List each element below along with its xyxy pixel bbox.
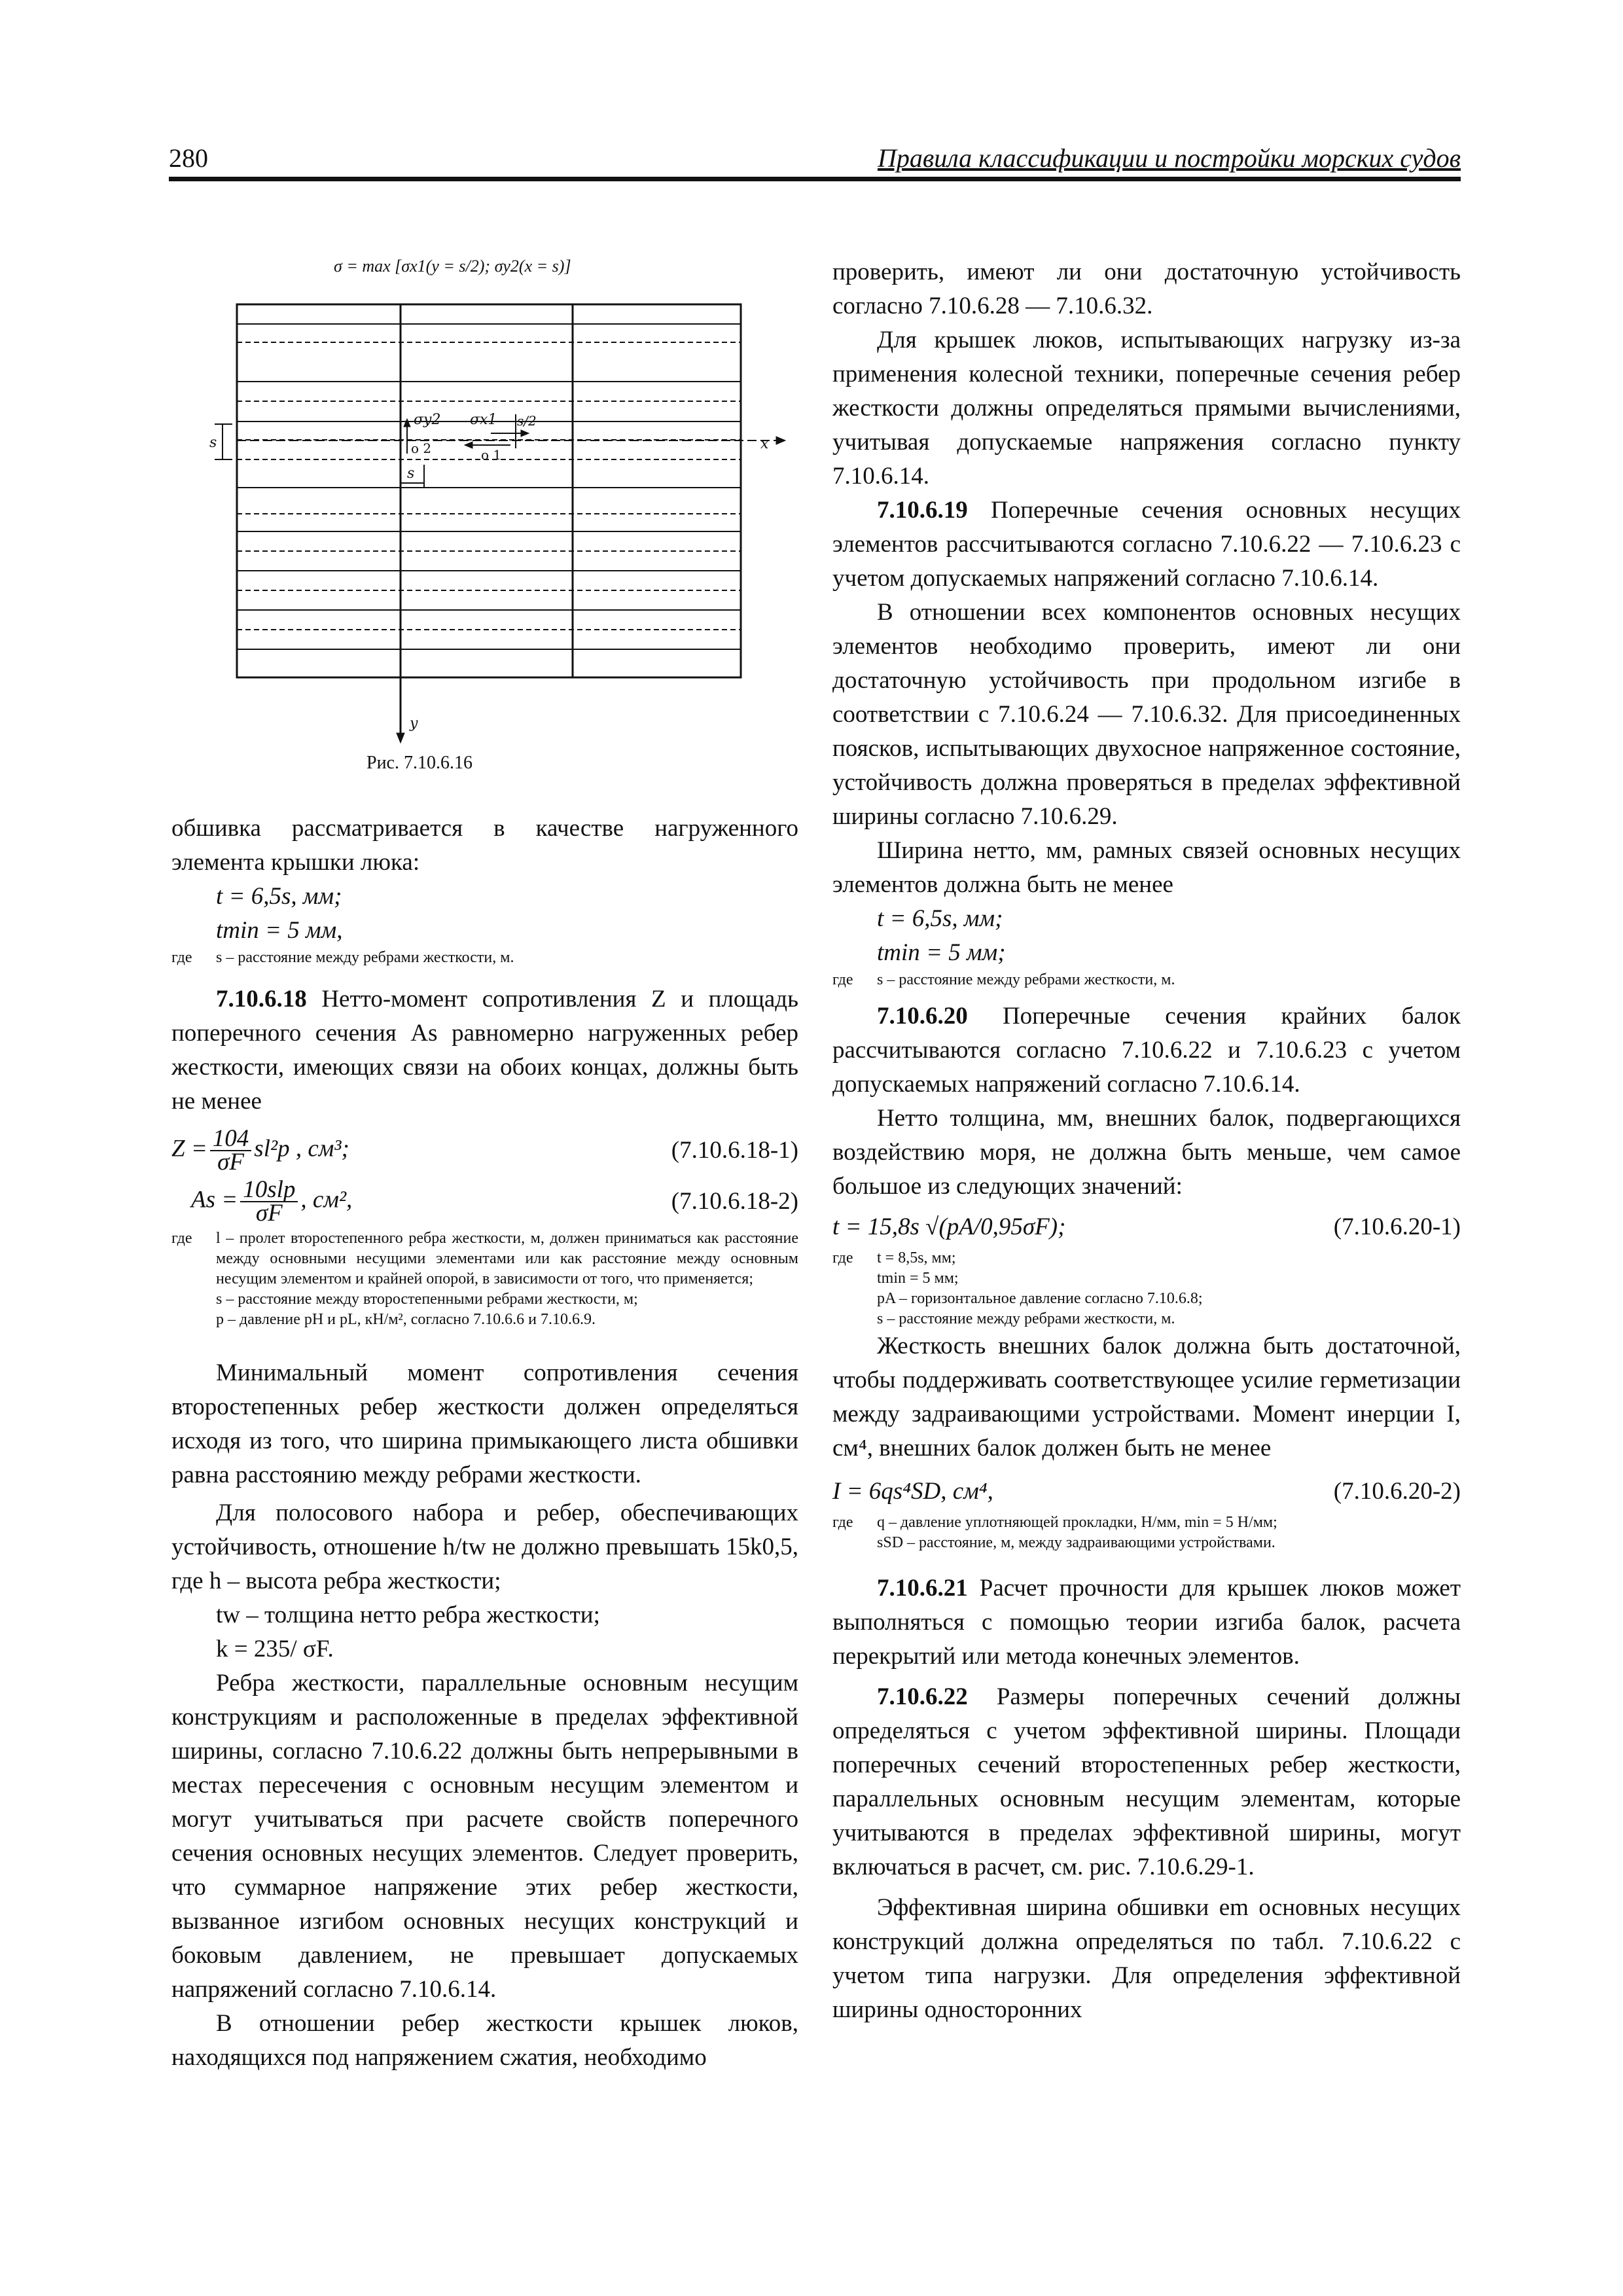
right-formula-t: t = 6,5s, мм; bbox=[877, 905, 1003, 932]
right-formula-tmin: tmin = 5 мм; bbox=[877, 939, 1006, 966]
left-paragraph-4: Ребра жесткости, параллельные основным несущим конструкциям и расположенные в пределах эффективной ширины, согласно 7.10.6.22 должны быть непрерывными в местах пересечения с основным несущим элементом и могут учитываться при расчете свойств поперечного сечения основных несущих элементов. Следует проверить, что суммарное напряжение этих ребер жесткости, вызванное изгибом основных несущих конструкций и боковым давлением, не превышает допускаемых напряжений согласно 7.10.6.14. bbox=[171, 1670, 798, 2003]
where-ssd: sSD – расстояние, м, между задраивающими устройствами. bbox=[877, 1534, 1275, 1551]
section-text: Поперечные сечения основных несущих элементов рассчитываются согласно 7.10.6.22 — 7.10.6.23 с учетом допускаемых напряжений согласно 7.10.6.14. bbox=[832, 497, 1461, 592]
f1-den: σF bbox=[217, 1149, 244, 1175]
right-where-block-3 bbox=[832, 1513, 1461, 1553]
right-paragraph-5: Нетто толщина, мм, внешних балок, подвергающихся воздействию моря, не должна быть меньше, чем самое большое из следующих значений: bbox=[832, 1105, 1461, 1200]
f2-number: (7.10.6.18-2) bbox=[671, 1188, 798, 1215]
where-label: где bbox=[171, 949, 192, 966]
where-q: q – давление уплотняющей прокладки, Н/мм, min = 5 Н/мм; bbox=[877, 1514, 1277, 1531]
f2-num: 10slp bbox=[240, 1179, 298, 1202]
right-paragraph-7: Эффективная ширина обшивки em основных несущих конструкций должна определяться по табл. 7.10.6.22 с учетом типа нагрузки. Для определения эффективной ширины односторонних bbox=[832, 1894, 1461, 2023]
where-label-2: где bbox=[171, 1230, 192, 1247]
figure-grid-diagram bbox=[203, 288, 792, 746]
where-s-3: s – расстояние между ребрами жесткости, м. bbox=[877, 1310, 1175, 1327]
formula-7-10-6-18-1 bbox=[171, 1125, 798, 1175]
right-where-block-2 bbox=[832, 1248, 1461, 1329]
f2-rest: , см², bbox=[300, 1186, 353, 1213]
figure-caption: Рис. 7.10.6.16 bbox=[366, 753, 473, 773]
section-number: 7.10.6.21 bbox=[877, 1575, 968, 1602]
f1-rest: sl²p , см³; bbox=[254, 1135, 349, 1162]
left-tw: tw – толщина нетто ребра жесткости; bbox=[216, 1602, 600, 1628]
section-7-10-6-21 bbox=[832, 1571, 1461, 1674]
label-s-bottom: s bbox=[407, 465, 415, 482]
formula-7-10-6-20-1 bbox=[832, 1210, 1461, 1244]
right-paragraph-4: Ширина нетто, мм, рамных связей основных несущих элементов должна быть не менее bbox=[832, 837, 1461, 898]
where-label: где bbox=[832, 971, 853, 988]
f4: I = 6qs⁴SD, см⁴, bbox=[832, 1478, 993, 1505]
running-title: Правила классификации и постройки морских судов bbox=[877, 143, 1461, 173]
left-paragraph-5: В отношении ребер жесткости крышек люков, находящихся под напряжением сжатия, необходимо bbox=[171, 2010, 798, 2071]
section-number: 7.10.6.19 bbox=[877, 497, 968, 524]
section-number: 7.10.6.22 bbox=[877, 1683, 968, 1710]
formula-t: t = 6,5s, мм; bbox=[216, 883, 342, 910]
where-s: s – расстояние между ребрами жесткости, м. bbox=[216, 949, 514, 966]
right-column bbox=[832, 255, 1461, 2027]
label-o2: o 2 bbox=[411, 440, 432, 456]
section-7-10-6-18 bbox=[171, 982, 798, 1119]
f1-number: (7.10.6.18-1) bbox=[671, 1137, 798, 1164]
left-paragraph-2: Минимальный момент сопротивления сечения второстепенных ребер жесткости должен определяться исходя из того, что ширина примыкающего листа обшивки равна расстоянию между ребрами жесткости. bbox=[171, 1359, 798, 1488]
left-column bbox=[171, 812, 798, 2075]
f3: t = 15,8s √(pA/0,95σF); bbox=[832, 1213, 1066, 1240]
where-l: l – пролет второстепенного ребра жесткости, м, должен приниматься как расстояние между основными несущими элементами или как расстояние между основным несущим элементом и крайней опорой, в зависимости от того, что применяется; bbox=[216, 1230, 798, 1287]
section-7-10-6-20 bbox=[832, 999, 1461, 1102]
formula-7-10-6-20-2 bbox=[832, 1475, 1461, 1509]
x-axis-arrow bbox=[776, 437, 785, 444]
f4-number: (7.10.6.20-2) bbox=[1333, 1478, 1461, 1505]
label-o1: o 1 bbox=[481, 447, 502, 463]
left-paragraph-1: обшивка рассматривается в качестве нагруженного элемента крышки люка: bbox=[171, 815, 798, 876]
f2-lhs: As = bbox=[191, 1186, 238, 1213]
label-sigma-y2: σy2 bbox=[414, 412, 441, 428]
where-s: s – расстояние между ребрами жесткости, м. bbox=[877, 971, 1175, 988]
left-paragraph-3: Для полосового набора и ребер, обеспечивающих устойчивость, отношение h/tw не должно превышать 15k0,5, где h – высота ребра жесткости; bbox=[171, 1499, 798, 1594]
where-tmin: tmin = 5 мм; bbox=[877, 1270, 959, 1287]
where-t: t = 8,5s, мм; bbox=[877, 1249, 956, 1266]
right-paragraph-2: Для крышек люков, испытывающих нагрузку из-за применения колесной техники, поперечные сечения ребер жесткости должны определяться прямыми вычислениями, учитывая допускаемые напряжения согласно пункту 7.10.6.14. bbox=[832, 327, 1461, 490]
right-paragraph-3: В отношении всех компонентов основных несущих элементов необходимо проверить, имеют ли они достаточную устойчивость при продольном изгибе в соответствии с 7.10.6.24 — 7.10.6.32. Для присоединенных поясков, испытывающих двухосное напряженное состояние, устойчивость должна проверяться в пределах эффективной ширины согласно 7.10.6.29. bbox=[832, 599, 1461, 830]
figure-formula: σ = max [σx1(y = s/2); σy2(x = s)] bbox=[334, 257, 571, 276]
label-s-left: s bbox=[209, 435, 217, 451]
header-rule bbox=[169, 177, 1461, 181]
label-sigma-x1: σx1 bbox=[470, 412, 497, 428]
section-text: Размеры поперечных сечений должны определяться с учетом эффективной ширины. Площади поперечных сечений второстепенных ребер жесткости, параллельных основным несущим элементам, которые учитываются в пределах эффективной ширины, могут включаться в расчет, см. рис. 7.10.6.29-1. bbox=[832, 1683, 1461, 1880]
where-label-3: где bbox=[832, 1249, 853, 1266]
y-axis-arrow bbox=[397, 733, 404, 743]
section-number: 7.10.6.20 bbox=[877, 1003, 968, 1030]
formula-tmin: tmin = 5 мм, bbox=[216, 917, 343, 944]
page-number: 280 bbox=[169, 143, 208, 173]
section-text: Поперечные сечения крайних балок рассчитываются согласно 7.10.6.22 и 7.10.6.23 с учетом допускаемых напряжений согласно 7.10.6.14. bbox=[832, 1003, 1461, 1098]
left-k: k = 235/ σF. bbox=[216, 1636, 334, 1662]
right-paragraph-1: проверить, имеют ли они достаточную устойчивость согласно 7.10.6.28 — 7.10.6.32. bbox=[832, 259, 1461, 319]
right-where-block-1 bbox=[832, 970, 1461, 990]
right-paragraph-6: Жесткость внешних балок должна быть достаточной, чтобы поддерживать соответствующее усилие герметизации между задраивающими устройствами. Момент инерции I, см⁴, внешних балок должен быть не менее bbox=[832, 1333, 1461, 1462]
f1-lhs: Z = bbox=[171, 1135, 207, 1162]
where-p: p – давление pH и pL, кН/м², согласно 7.10.6.6 и 7.10.6.9. bbox=[216, 1311, 596, 1328]
section-number: 7.10.6.18 bbox=[216, 986, 307, 1013]
f2-den: σF bbox=[255, 1200, 283, 1227]
where-s-2: s – расстояние между второстепенными ребрами жесткости, м; bbox=[216, 1291, 638, 1308]
label-y-axis: y bbox=[410, 715, 418, 732]
where-block-1 bbox=[171, 948, 798, 968]
section-text: Расчет прочности для крышек люков может выполняться с помощью теории изгиба балок, расчета перекрытий или метода конечных элементов. bbox=[832, 1575, 1461, 1670]
formula-7-10-6-18-2 bbox=[171, 1176, 798, 1227]
f1-num: 104 bbox=[210, 1128, 252, 1151]
section-7-10-6-19 bbox=[832, 493, 1461, 596]
plate-outline bbox=[237, 304, 741, 677]
where-block-2 bbox=[171, 1229, 798, 1330]
label-x-axis: x bbox=[760, 436, 769, 452]
where-pa: pA – горизонтальное давление согласно 7.10.6.8; bbox=[877, 1290, 1203, 1307]
section-7-10-6-22 bbox=[832, 1680, 1461, 1884]
where-label-4: где bbox=[832, 1514, 853, 1531]
label-s-half: s/2 bbox=[517, 413, 537, 429]
section-text: Нетто-момент сопротивления Z и площадь поперечного сечения As равномерно нагруженных ребер жесткости, имеющих связи на обоих концах, должны быть не менее bbox=[171, 986, 798, 1115]
f3-number: (7.10.6.20-1) bbox=[1333, 1213, 1461, 1240]
